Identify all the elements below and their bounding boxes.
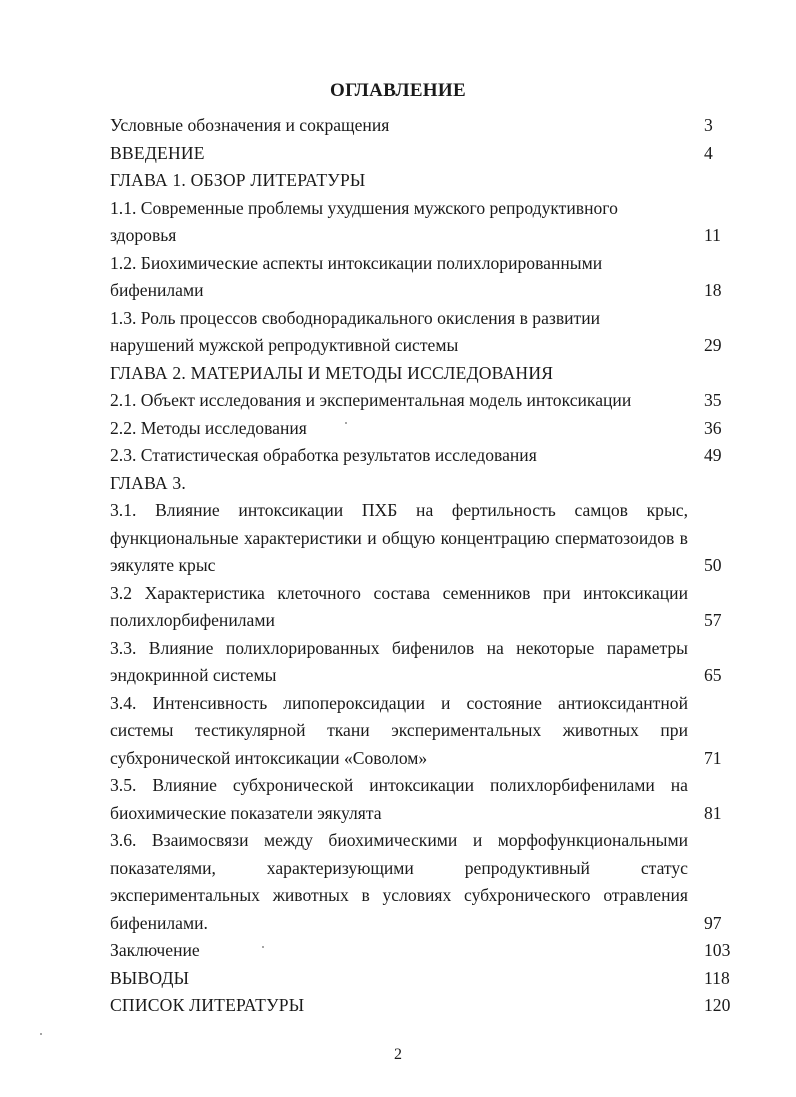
toc-entry-2-1 <box>110 387 731 415</box>
toc-entry-text: 1.3. Роль процессов свободнорадикального окисления в развитии нарушений мужской репродуктивной системы <box>110 307 601 355</box>
scan-speck <box>40 1033 42 1035</box>
toc-entry-text: 3.2 Характеристика клеточного состава семенников при интоксикации полихлорбифенилами <box>110 582 688 630</box>
toc-entry-text: 3.1. Влияние интоксикации ПХБ на фертильность самцов крыс, функциональные характеристики и общую концентрацию сперматозоидов в эякуляте крыс <box>110 500 688 575</box>
toc-entry-3-6 <box>110 827 731 937</box>
toc-entry-references <box>110 992 731 1020</box>
toc-entry-1-3 <box>110 305 731 360</box>
toc-entry-1-1 <box>110 195 731 250</box>
toc-entry-text: ВВЕДЕНИЕ <box>110 142 205 163</box>
toc-entry-page: 11 <box>704 225 721 245</box>
toc-entry-3-3 <box>110 635 731 690</box>
toc-entry-3-2 <box>110 580 731 635</box>
table-of-contents <box>110 112 731 1020</box>
toc-entry-page: 4 <box>704 142 713 163</box>
toc-entry-text: 3.6. Взаимосвязи между биохимическими и морфофункциональными показателями, характеризующими репродуктивный статус экспериментальных животных в условиях субхронического отравления бифенилами. <box>110 830 688 933</box>
toc-entry-page: 103 <box>704 940 731 960</box>
toc-entry-text: 2.3. Статистическая обработка результатов исследования <box>110 445 537 465</box>
toc-entry-text: Заключение <box>110 940 200 960</box>
toc-entry-page: 3 <box>704 115 713 135</box>
toc-entry-page: 29 <box>704 335 722 355</box>
toc-entry-text: 3.4. Интенсивность липопероксидации и состояние антиоксидантной системы тестикулярной ткани экспериментальных животных при субхронической интоксикации «Соволом» <box>110 692 688 768</box>
toc-entry-page: 57 <box>704 610 722 630</box>
toc-entry-introduction <box>110 140 731 168</box>
toc-entry-text: СПИСОК ЛИТЕРАТУРЫ <box>110 995 305 1015</box>
toc-entry-findings <box>110 965 731 993</box>
toc-entry-text: Условные обозначения и сокращения <box>110 115 390 135</box>
toc-entry-3-5 <box>110 772 731 827</box>
toc-entry-text: 2.2. Методы исследования <box>110 417 307 438</box>
toc-entry-page: 81 <box>704 802 722 823</box>
document-title: ОГЛАВЛЕНИЕ <box>330 80 466 101</box>
scan-speck <box>345 422 347 424</box>
toc-entry-chapter-1 <box>110 167 731 195</box>
toc-entry-2-3 <box>110 442 731 470</box>
toc-entry-chapter-3 <box>110 470 731 498</box>
toc-entry-page: 36 <box>704 417 722 438</box>
toc-entry-abbreviations <box>110 112 731 140</box>
toc-entry-chapter-2 <box>110 360 731 388</box>
toc-entry-text: ГЛАВА 2. МАТЕРИАЛЫ И МЕТОДЫ ИССЛЕДОВАНИЯ <box>110 362 554 383</box>
toc-entry-text: ВЫВОДЫ <box>110 967 190 988</box>
toc-entry-1-2 <box>110 250 731 305</box>
toc-entry-page: 35 <box>704 390 722 410</box>
toc-entry-page: 18 <box>704 280 722 300</box>
toc-entry-2-2 <box>110 415 731 443</box>
toc-entry-page: 97 <box>704 912 722 933</box>
toc-entry-text: ГЛАВА 3. <box>110 472 187 493</box>
toc-entry-text: 1.1. Современные проблемы ухудшения мужского репродуктивного здоровья <box>110 197 618 245</box>
toc-entry-3-4 <box>110 690 731 773</box>
toc-entry-page: 120 <box>704 995 731 1015</box>
toc-entry-page: 71 <box>704 747 722 768</box>
toc-entry-3-1 <box>110 497 731 580</box>
toc-entry-text: 1.2. Биохимические аспекты интоксикации полихлорированными бифенилами <box>110 252 603 300</box>
page-number: 2 <box>394 1046 402 1063</box>
toc-entry-text: 3.5. Влияние субхронической интоксикации полихлорбифенилами на биохимические показатели эякулята <box>110 775 688 823</box>
scan-speck <box>262 946 264 948</box>
toc-entry-page: 50 <box>704 555 722 575</box>
toc-entry-text: ГЛАВА 1. ОБЗОР ЛИТЕРАТУРЫ <box>110 170 366 190</box>
toc-entry-text: 2.1. Объект исследования и экспериментальная модель интоксикации <box>110 390 632 410</box>
toc-entry-conclusion <box>110 937 731 965</box>
toc-entry-text: 3.3. Влияние полихлорированных бифенилов на некоторые параметры эндокринной системы <box>110 637 688 685</box>
toc-entry-page: 49 <box>704 445 722 465</box>
toc-entry-page: 118 <box>704 967 730 988</box>
toc-entry-page: 65 <box>704 665 722 685</box>
